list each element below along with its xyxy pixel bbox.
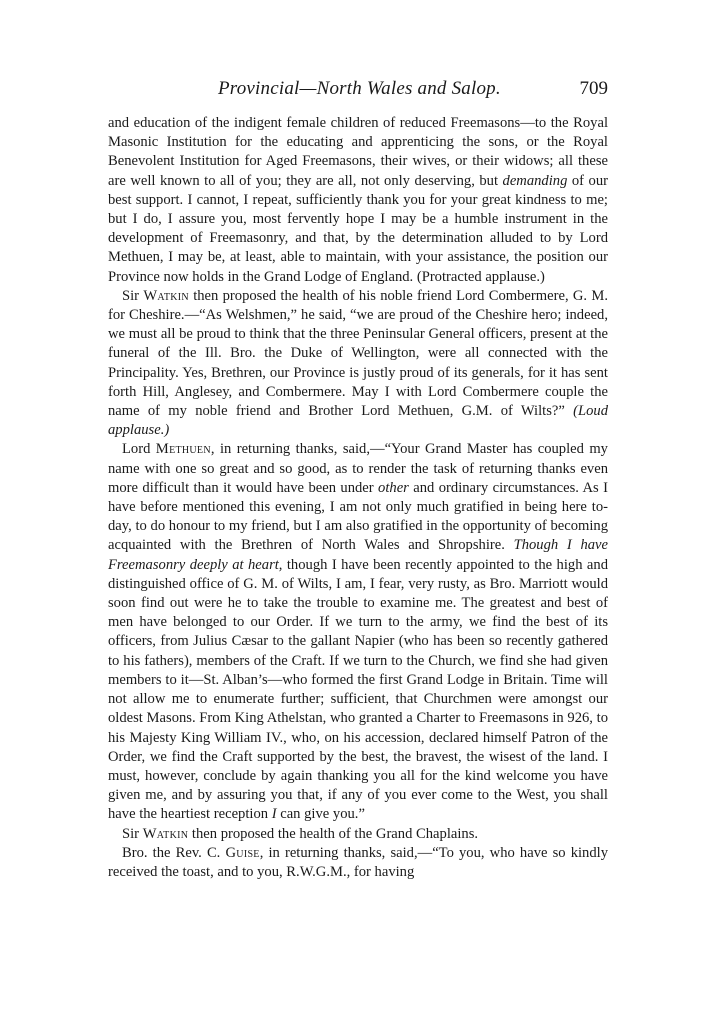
text-run: Sir	[122, 825, 143, 842]
text-run: and ordinary circumstances. As I have before mentioned this evening, I am not only much gratified in being here to-day, to do honour to my friend, but I am also gratified in the opportunity of becoming acquainted with the Brethren of North Wales and Shropshire.	[108, 479, 608, 554]
body-text	[108, 114, 608, 882]
text-run: then proposed the health of the Grand Chaplains.	[188, 825, 479, 842]
text-run: then proposed the health of his noble friend Lord Combermere, G. M. for Cheshire.—“As Welshmen,” he said, “we are proud of the Cheshire hero; indeed, we must all be proud to think that the three Peninsular General officers, present at the funeral of the Ill. Bro. the Duke of Wellington, were all connected with the Principality. Yes, Brethren, our Province is justly proud of its generals, for it has sent forth Hill, Anglesey, and Combermere. May I with Lord Combermere couple the name of my noble friend and Brother Lord Methuen, G.M. of Wilts?”	[108, 287, 608, 420]
text-run: Bro. the Rev. C.	[122, 844, 226, 861]
paragraph	[108, 844, 608, 882]
small-caps-name: Guise	[225, 844, 260, 861]
paragraph	[108, 114, 608, 287]
small-caps-name: Methuen	[155, 441, 211, 458]
running-head	[108, 78, 608, 102]
text-run: Sir	[122, 287, 144, 304]
italic-text: Though I have Freemasonry deeply at heart,	[108, 537, 608, 573]
page-number: 709	[579, 78, 608, 99]
text-run: , in returning thanks, said,—“Your Grand Master has coupled my name with one so great and so good, as to render the task of returning thanks even more difficult than it would have been under	[108, 441, 608, 496]
small-caps-name: Watkin	[143, 287, 189, 304]
paragraph	[108, 825, 608, 844]
paragraph	[108, 440, 608, 824]
text-run: though I have been recently appointed to the high and distinguished office of G. M. of Wilts, I am, I fear, very rusty, as Bro. Marriott would soon find out were he to take the trouble to examine me. The greatest and best of men have belonged to our Order. If we turn to the army, we find the best of its officers, from Julius Cæsar to the gallant Napier (who has been so recently gathered to his fathers), members of the Craft. If we turn to the Church, we find she had given members to it—St. Alban’s—who formed the first Grand Lodge in Britain. Time will not allow me to enumerate further; sufficient, that Churchmen were amongst our oldest Masons. From King Athelstan, who granted a Charter to Freemasons in 926, to his Majesty King William IV., who, on his accession, declared himself Patron of the Order, we find the Craft supported by the best, the bravest, the wisest of the land. I must, however, conclude by again thanking you all for the kind welcome you have given me, and by assuring you that, if any of you ever come to the West, you shall have the heartiest reception	[108, 556, 608, 823]
italic-text: demanding	[502, 172, 568, 189]
text-run: Lord	[122, 441, 156, 458]
running-title: Provincial—North Wales and Salop.	[218, 78, 501, 99]
small-caps-name: Watkin	[142, 825, 189, 842]
paragraph	[108, 287, 608, 441]
italic-text: I	[271, 806, 277, 823]
italic-text: (Loud applause.)	[108, 403, 608, 439]
text-run: , in returning thanks, said,—“To you, who have so kindly received the toast, and to you, R.W.G.M., for having	[108, 844, 608, 880]
text-run: of our best support. I cannot, I repeat, sufficiently thank you for your great kindness to me; but I do, I assure you, most fervently hope I may be a humble instrument in the development of Freemasonry, and that, by the determination alluded to by Lord Methuen, I may be, at least, able to maintain, with your assistance, the position our Province now holds in the Grand Lodge of England. (Protracted applause.)	[108, 172, 608, 285]
text-run: can give you.”	[276, 806, 365, 823]
italic-text: other	[378, 479, 409, 496]
text-run: and education of the indigent female children of reduced Freemasons—to the Royal Masonic Institution for the educating and apprenticing the sons, or the Royal Benevolent Institution for Aged Freemasons, their wives, or their widows; all these are well known to all of you; they are all, not only deserving, but	[108, 115, 608, 189]
